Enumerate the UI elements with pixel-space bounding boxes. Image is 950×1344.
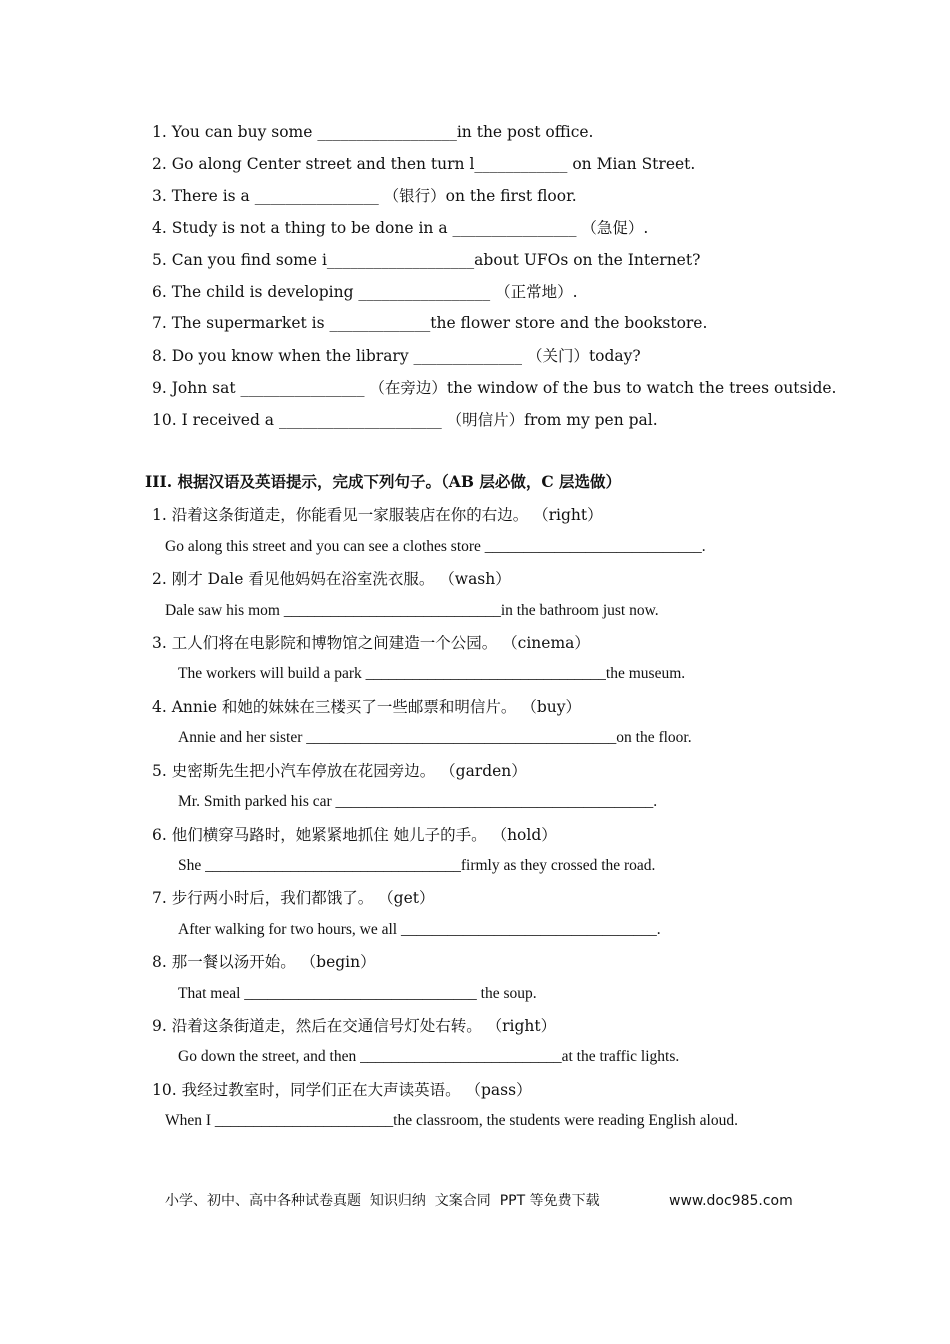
list-item: 9. John sat ________________ （在旁边）the window of the bus to watch the trees outside. (152, 379, 837, 397)
list-item: 6. The child is developing _________________ （正常地）. (152, 283, 578, 301)
prompt-chinese: 4. Annie 和她的妹妹在三楼买了一些邮票和明信片。 （buy） (152, 698, 582, 716)
answer-sentence: Annie and her sister ________________________________________on the floor. (178, 729, 692, 746)
answer-sentence: Mr. Smith parked his car _________________________________________. (178, 793, 658, 810)
list-item: 8. Do you know when the library ______________ （关门）today? (152, 347, 641, 365)
list-item: 4. Study is not a thing to be done in a ________________ （急促）. (152, 219, 649, 237)
answer-sentence: After walking for two hours, we all _________________________________. (178, 921, 661, 938)
prompt-chinese: 2. 刚才 Dale 看见他妈妈在浴室洗衣服。 （wash） (152, 570, 511, 588)
list-item: 3. There is a ________________ （银行）on the first floor. (152, 187, 577, 205)
answer-sentence: That meal ______________________________ the soup. (178, 985, 537, 1002)
answer-sentence: When I _______________________the classroom, the students were reading English aloud. (165, 1112, 738, 1129)
prompt-chinese: 6. 他们横穿马路时，她紧紧地抓住 她儿子的手。 （hold） (152, 826, 557, 844)
prompt-chinese: 10. 我经过教室时，同学们正在大声读英语。 （pass） (152, 1081, 532, 1099)
answer-sentence: Go down the street, and then __________________________at the traffic lights. (178, 1048, 680, 1065)
list-item: 2. Go along Center street and then turn l____________ on Mian Street. (152, 155, 696, 173)
list-item: 7. The supermarket is _____________the flower store and the bookstore. (152, 314, 708, 332)
prompt-chinese: 3. 工人们将在电影院和博物馆之间建造一个公园。 （cinema） (152, 634, 590, 652)
list-item: 1. You can buy some __________________in the post office. (152, 123, 594, 141)
list-item: 10. I received a _____________________ （明信片）from my pen pal. (152, 411, 658, 429)
footer-url[interactable]: www.doc985.com (669, 1193, 793, 1209)
prompt-chinese: 9. 沿着这条街道走，然后在交通信号灯处右转。 （right） (152, 1017, 557, 1035)
prompt-chinese: 5. 史密斯先生把小汽车停放在花园旁边。 （garden） (152, 762, 527, 780)
section-3-heading: III. 根据汉语及英语提示，完成下列句子。（AB 层必做，C 层选做） (145, 472, 622, 491)
list-item: 5. Can you find some i___________________about UFOs on the Internet? (152, 251, 701, 269)
footer-text: 小学、初中、高中各种试卷真题 知识归纳 文案合同 PPT 等免费下载 (165, 1193, 600, 1209)
answer-sentence: Dale saw his mom ____________________________in the bathroom just now. (165, 602, 659, 619)
answer-sentence: She _________________________________firmly as they crossed the road. (178, 857, 656, 874)
prompt-chinese: 8. 那一餐以汤开始。 （begin） (152, 953, 376, 971)
prompt-chinese: 7. 步行两小时后，我们都饿了。 （get） (152, 889, 435, 907)
prompt-chinese: 1. 沿着这条街道走，你能看见一家服装店在你的右边。 （right） (152, 506, 603, 524)
answer-sentence: The workers will build a park _______________________________the museum. (178, 665, 686, 682)
answer-sentence: Go along this street and you can see a clothes store ____________________________. (165, 538, 706, 555)
